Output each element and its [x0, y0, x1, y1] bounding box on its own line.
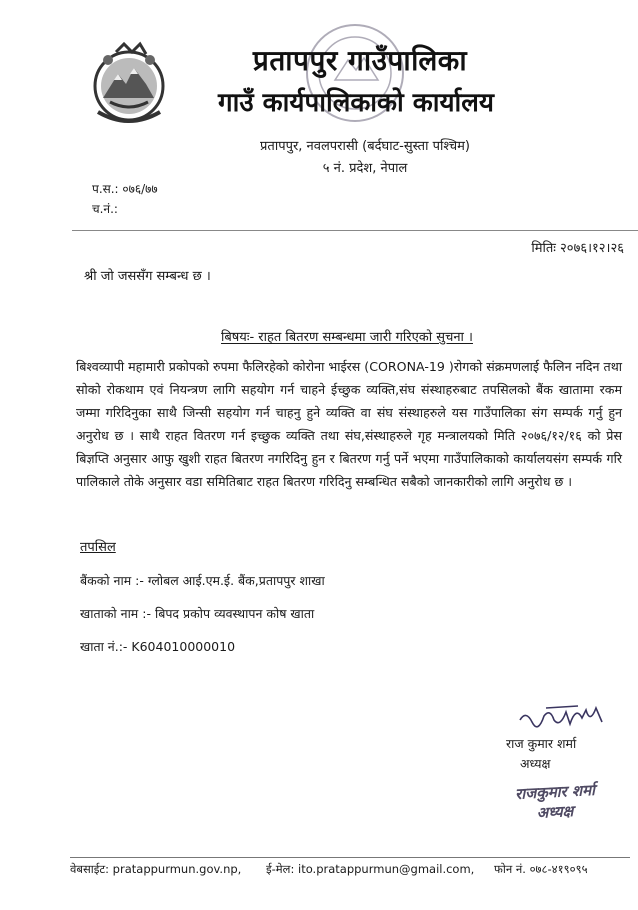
salutation: श्री जो जससँग सम्बन्ध छ । [84, 269, 211, 284]
bank-name: बैंकको नाम :- ग्लोबल आई.एम.ई. बैंक,प्रतापपुर शाखा [80, 573, 325, 588]
address-line-2: ५ नं. प्रदेश, नेपाल [322, 161, 408, 176]
body-paragraph: बिश्वव्यापी महामारी प्रकोपको रुपमा फैलिरहेको कोरोना भाईरस (CORONA-19 )रोगको संक्रमणलाई फैलिन नदिन तथा सोको रोकथाम एवं नियन्त्रण लागि सहयोग गर्न चाहने ईच्छुक व्यक्ति,संघ संस्थाहरुबाट तपसिलको बैंक खातामा रकम जम्मा गरिदिनुका साथै जिन्सी सहयोग गर्न चाहनु हुने व्यक्ति वा संघ संस्थाहरुले यस गाउँपालिका संग सम्पर्क गर्नु हुन अनुरोध छ । साथै राहत वितरण गर्न इच्छुक व्यक्ति तथा संघ,संस्थाहरुले गृह मन्त्रालयको मिति २०७६/१२/१६ को प्रेस बिज्ञप्ति अनुसार आफु खुशी राहत बितरण नगरिदिनु हुन र बितरण गर्नु पर्ने भएमा गाउँपालिकाको कार्यालयसंग सम्पर्क गरि पालिकाले तोके अनुसार वडा समितिबाट राहत बितरण गरिदिनु सम्बन्धित सबैको जानकारीको लागि अनुरोध छ । [76, 359, 623, 489]
stamp-name: राजकुमार शर्मा [514, 780, 596, 804]
account-name: खाताको नाम :- बिपद प्रकोप व्यवस्थापन कोष खाता [80, 606, 315, 621]
signatory-name: राज कुमार शर्मा [506, 736, 577, 751]
account-number: खाता नं.:- K604010000010 [80, 639, 236, 654]
letter-number: प.स.: ०७६/७७ [92, 182, 158, 196]
office-name: गाउँ कार्यपालिकाको कार्यालय [218, 88, 494, 118]
nepal-emblem-icon [88, 40, 170, 128]
dispatch-number: च.नं.: [92, 202, 118, 216]
letter-date: मितिः २०७६।१२।२६ [531, 241, 624, 256]
footer-email: ई-मेल: ito.pratappurmun@gmail.com, [266, 862, 475, 876]
address-line-1: प्रतापपुर, नवलपरासी (बर्दघाट-सुस्ता पश्चिम) [260, 139, 470, 154]
header-divider [72, 230, 638, 231]
organization-name: प्रतापपुर गाउँपालिका [252, 44, 468, 77]
footer-phone: फोन नं. ०७८-४१९०९५ [494, 862, 588, 876]
footer-divider [70, 857, 630, 858]
subject-line: बिषयः- राहत बितरण सम्बन्धमा जारी गरिएको सुचना । [221, 330, 473, 345]
signatory-role: अध्यक्ष [520, 756, 551, 771]
handwritten-signature [516, 702, 606, 732]
stamp-role: अध्यक्ष [536, 802, 574, 822]
footer-website: वेबसाईट: pratappurmun.gov.np, [70, 862, 242, 876]
name-stamp [500, 780, 610, 830]
annex-heading: तपसिल [80, 540, 116, 555]
